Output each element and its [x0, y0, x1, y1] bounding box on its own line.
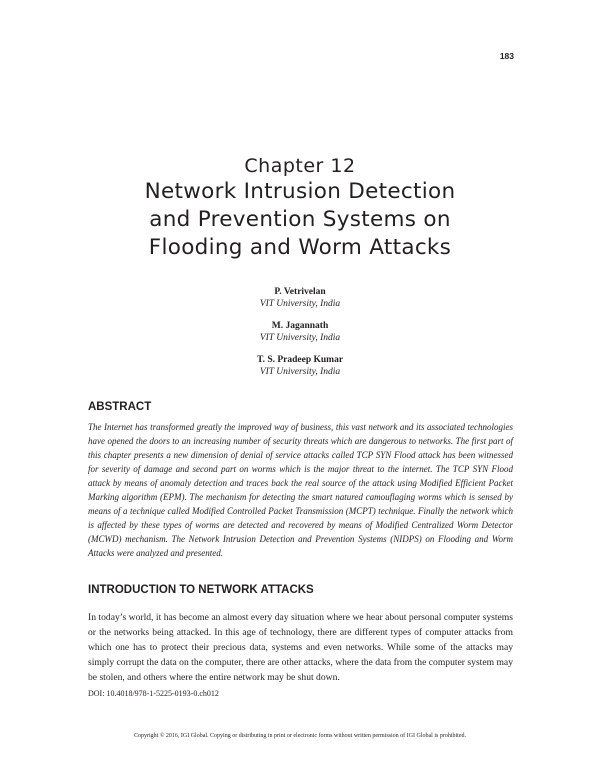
author-affiliation: VIT University, India [259, 299, 341, 309]
introduction-text: In today’s world, it has become an almost every day situation where we hear about personal computer systems or the networks being attacked. In this age of technology, there are different types of computer attacks from which one has to protect their precious data, systems and even networks. While some of the attacks may simply corrupt the data on the computer, there are other attacks, where the data from the computer system may be stolen, and others where the entire network may be shut down. [88, 612, 513, 683]
chapter-title-line: Flooding and Worm Attacks [148, 235, 452, 260]
author-name: T. S. Pradeep Kumar [256, 355, 344, 365]
author-affiliation: VIT University, India [259, 367, 341, 377]
chapter-label: Chapter 12 [244, 155, 356, 177]
author-block [0, 354, 600, 378]
author-name: P. Vetrivelan [274, 287, 326, 297]
chapter-title-line: Network Intrusion Detection [144, 179, 456, 204]
chapter-title [60, 178, 540, 262]
author-block [0, 286, 600, 310]
doi: DOI: 10.4018/978-1-5225-0193-0.ch012 [88, 689, 219, 698]
abstract-heading: ABSTRACT [88, 401, 152, 413]
author-name: M. Jagannath [271, 321, 329, 331]
chapter-title-line: and Prevention Systems on [149, 207, 451, 232]
abstract-text: The Internet has transformed greatly the improved way of business, this vast network and its associated technologies have opened the doors to an increasing number of security threats which are dangerous to networks. The first part of this chapter presents a new dimension of denial of service attacks called TCP SYN Flood attack has been witnessed for severity of damage and second part on worms which is the major threat to the internet. The TCP SYN Flood attack by means of anomaly detection and traces back the real source of the attack using Modified Efficient Packet Marking algorithm (EPM). The mechanism for detecting the smart natured camouflaging worms which is sensed by means of a technique called Modified Controlled Packet Transmission (MCPT) technique. Finally the network which is affected by these types of worms are detected and recovered by means of Modified Centralized Worm Detector (MCWD) mechanism. The Network Intrusion Detection and Prevention Systems (NIDPS) on Flooding and Worm Attacks were analyzed and presented. [88, 422, 513, 558]
page-number: 183 [499, 51, 514, 61]
author-block [0, 320, 600, 344]
author-affiliation: VIT University, India [259, 333, 341, 343]
copyright-notice: Copyright © 2016, IGI Global. Copying or distributing in print or electronic forms without written permission of IGI Global is prohibited. [133, 733, 466, 739]
introduction-heading: INTRODUCTION TO NETWORK ATTACKS [88, 584, 314, 596]
